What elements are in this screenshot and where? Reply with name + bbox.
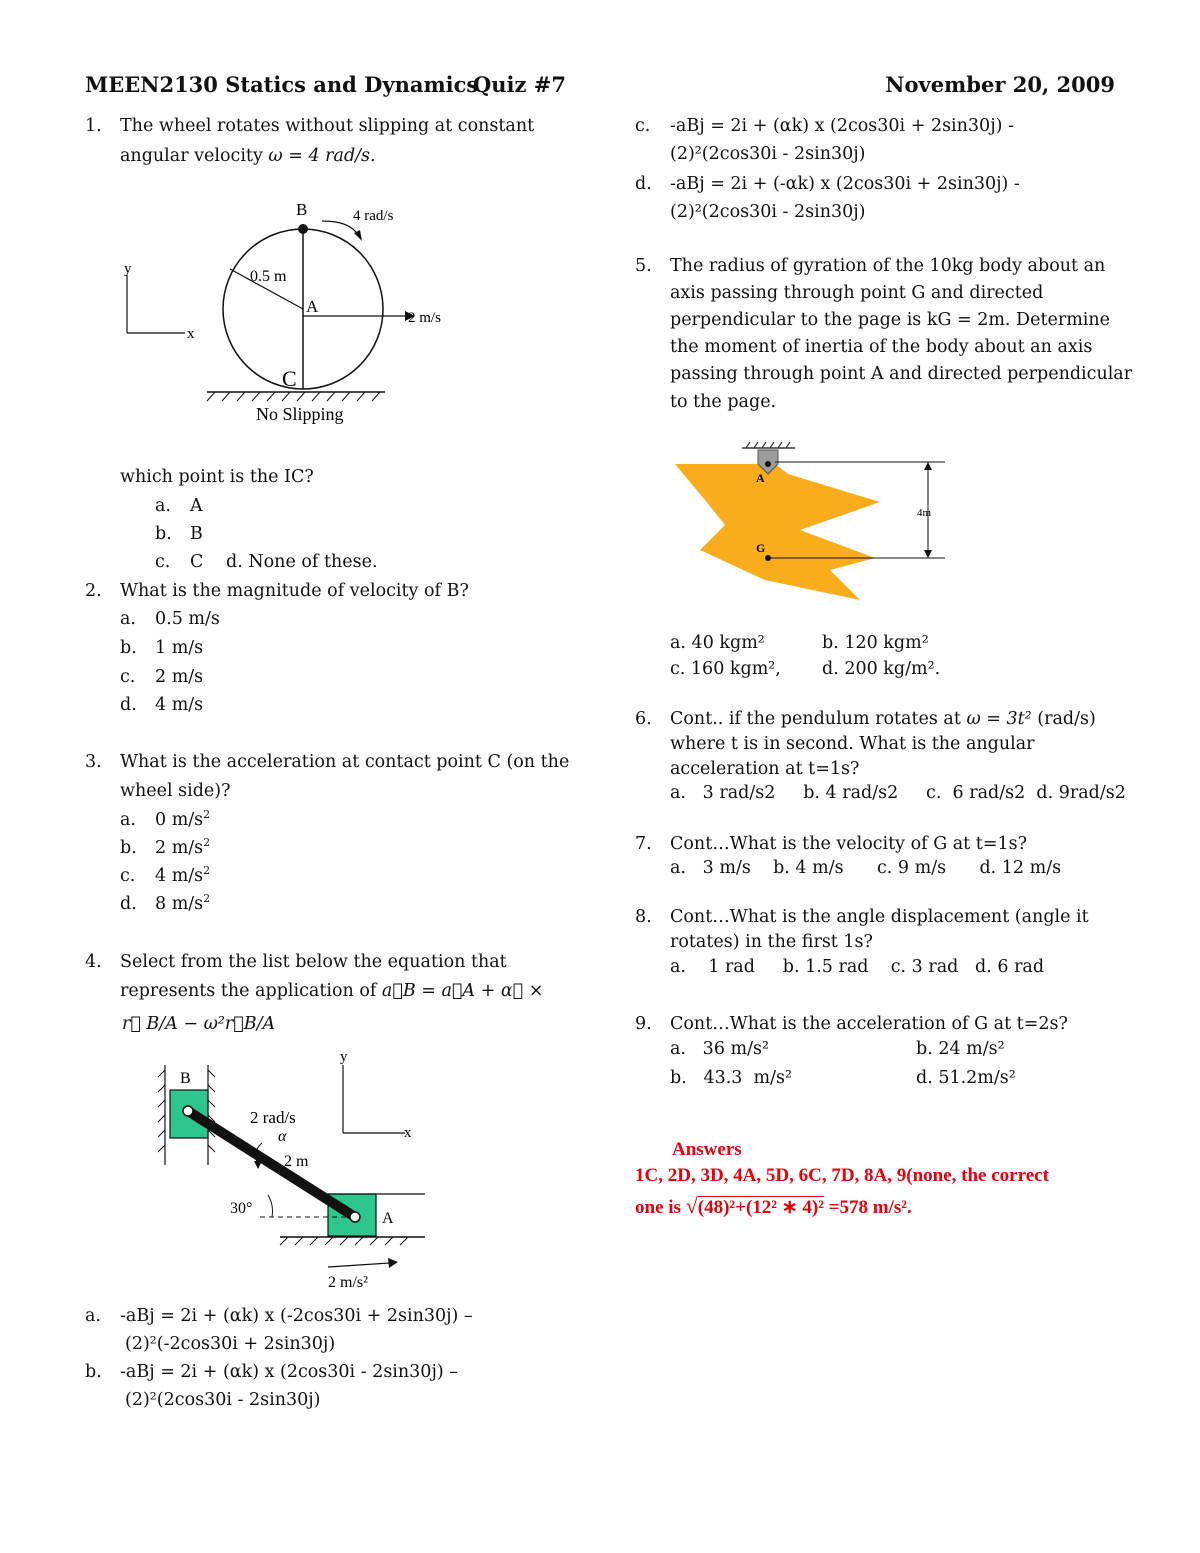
quiz-date: November 20, 2009 [885,72,1115,97]
q4-opt-d-label: d. [635,174,652,194]
q4-line2: represents the application of a⃗B = a⃗A + α⃗ × [120,981,544,1001]
q6-omega: ω = 3t² [966,709,1032,729]
q5-line6: to the page. [670,392,777,412]
q5-line4: the moment of inertia of the body about an axis [670,337,1093,357]
quiz-title: Quiz #7 [473,72,566,97]
q4-opt-d-line2: (2)²(2cos30i - 2sin30j) [670,202,866,222]
rod-label-rad: 2 rad/s [250,1108,296,1127]
q9-number: 9. [635,1014,652,1034]
q9-opt-a: a. 36 m/s² [670,1039,770,1059]
q9-opt-c: b. 43.3 m/s² [670,1068,793,1088]
answers-line2: one is √(48)²+(12² ∗ 4)² =578 m/s². [635,1193,912,1218]
q2-opt-d: 4 m/s [155,695,204,715]
q6-line1: Cont.. if the pendulum rotates at ω = 3t² (rad/s) [670,709,1096,729]
q3-opt-a: 0 $m/s^2$ [155,808,211,830]
q5-opt-d: d. 200 kg/m². [822,659,941,679]
rod-figure [150,1049,440,1291]
q1-opt-a-label: a. [155,496,171,516]
q7-text: Cont…What is the velocity of G at t=1s? [670,834,1027,854]
answers-radicand: (48)²+(12² ∗ 4)² [697,1197,824,1218]
rod-label-len: 2 m [284,1153,309,1170]
q1-opt-d: d. None of these. [226,552,378,572]
q1-opt-c: C [190,552,204,572]
rod-label-b: B [180,1070,191,1087]
q3-number: 3. [85,752,102,772]
q1-line1: The wheel rotates without slipping at constant [120,116,535,136]
q2-opt-c: 2 m/s [155,667,204,687]
wheel-axis-y: y [124,261,132,277]
q1-number: 1. [85,116,102,136]
q4-opt-c-line2: (2)²(2cos30i - 2sin30j) [670,144,866,164]
q7-number: 7. [635,834,652,854]
answers-line1: 1C, 2D, 3D, 4A, 5D, 6C, 7D, 8A, 9(none, the correct [635,1165,1049,1186]
wheel-label-radius: 0.5 m [250,268,287,285]
q4-opt-a-line2: (2)²(-2cos30i + 2sin30j) [125,1334,336,1354]
pendulum-figure [670,440,960,620]
q4-opt-c-line1: -aBj = 2i + (αk) x (2cos30i + 2sin30j) - [670,116,1014,136]
q8-options: a. 1 rad b. 1.5 rad c. 3 rad d. 6 rad [670,957,1045,977]
q7-options: a. 3 m/s b. 4 m/s c. 9 m/s d. 12 m/s [670,858,1062,878]
q9-text: Cont…What is the acceleration of G at t=2s? [670,1014,1068,1034]
rod-axis-x: x [404,1125,412,1141]
wheel-label-c: C [282,366,297,391]
q2-opt-b: 1 m/s [155,638,204,658]
q5-opt-b: b. 120 kgm² [822,633,929,653]
q4-eq2: r⃗ B/A − ω²r⃗B/A [122,1014,276,1034]
q4-opt-b-line1: -aBj = 2i + (αk) x (2cos30i - 2sin30j) – [120,1362,459,1382]
rod-label-acc: 2 m/s² [328,1274,368,1291]
q8-line2: rotates) in the first 1s? [670,932,873,952]
wheel-axis-x: x [187,326,195,342]
q5-opt-c: c. 160 kgm², [670,659,781,679]
q4-opt-b-label: b. [85,1362,102,1382]
q4-line1: Select from the list below the equation that [120,952,507,972]
q5-line1: The radius of gyration of the 10kg body about an [670,256,1106,276]
q4-opt-d-line1: -aBj = 2i + (-αk) x (2cos30i + 2sin30j) - [670,174,1020,194]
q4-eq1: a⃗B = a⃗A + α⃗ × [381,981,544,1001]
rod-label-alpha: α [278,1128,287,1145]
q1-opt-c-label: c. [155,552,171,572]
q6-line2: where t is in second. What is the angular [670,734,1035,754]
q3-line2: wheel side)? [120,781,231,801]
q2-opt-a: 0.5 m/s [155,609,220,629]
q3-opt-d: 8 $m/s^2$ [155,892,211,914]
q8-number: 8. [635,907,652,927]
q3-opt-d-label: d. [120,894,137,914]
q2-opt-c-label: c. [120,667,136,687]
q3-opt-b: 2 $m/s^2$ [155,836,211,858]
wheel-label-b: B [296,200,308,219]
q2-number: 2. [85,581,102,601]
q5-opt-a: a. 40 kgm² [670,633,765,653]
q4-opt-a-label: a. [85,1306,101,1326]
pendulum-label-a: A [756,471,765,485]
q4-opt-a-line1: -aBj = 2i + (αk) x (-2cos30i + 2sin30j) – [120,1306,473,1326]
q3-opt-b-label: b. [120,838,137,858]
q4-opt-b-line2: (2)²(2cos30i - 2sin30j) [125,1390,321,1410]
wheel-figure [110,195,441,430]
wheel-label-vel: 2 m/s [408,310,441,326]
q3-opt-a-label: a. [120,810,136,830]
page-header [85,72,1115,102]
q4-opt-c-label: c. [635,116,651,136]
q9-opt-d: d. 51.2m/s² [916,1068,1016,1088]
wheel-label-ground: No Slipping [256,404,344,424]
rod-axis-y: y [340,1049,348,1065]
q1-omega: ω = 4 rad/s. [268,146,376,166]
q1-question: which point is the IC? [120,467,314,487]
q2-opt-b-label: b. [120,638,137,658]
q2-text: What is the magnitude of velocity of B? [120,581,469,601]
rod-label-angle: 30° [230,1200,253,1217]
q6-line3: acceleration at t=1s? [670,759,860,779]
q3-opt-c: 4 $m/s^2$ [155,864,211,886]
answers-title: Answers [672,1139,742,1160]
q5-line5: passing through point A and directed perpendicular [670,364,1133,384]
q1-opt-a: A [190,496,203,516]
wheel-label-speed: 4 rad/s [353,208,394,224]
q1-opt-b-label: b. [155,524,172,544]
rod-label-a: A [382,1210,394,1227]
q4-number: 4. [85,952,102,972]
q2-opt-a-label: a. [120,609,136,629]
wheel-label-a: A [306,297,319,316]
q5-line2: axis passing through point G and directed [670,283,1044,303]
pendulum-label-dist: 4m [917,507,932,519]
pendulum-label-g: G [756,541,766,555]
q5-number: 5. [635,256,652,276]
q5-line3: perpendicular to the page is kG = 2m. Determine [670,310,1111,330]
q8-line1: Cont…What is the angle displacement (angle it [670,907,1089,927]
q3-line1: What is the acceleration at contact point C (on the [120,752,570,772]
q6-number: 6. [635,709,652,729]
q2-opt-d-label: d. [120,695,137,715]
q3-opt-c-label: c. [120,866,136,886]
q1-opt-b: B [190,524,203,544]
q1-line2: angular velocity ω = 4 rad/s. [120,146,376,166]
q6-options: a. 3 rad/s2 b. 4 rad/s2 c. 6 rad/s2 d. 9rad/s2 [670,783,1126,803]
course-title: MEEN2130 Statics and Dynamics [85,72,479,97]
q9-opt-b: b. 24 m/s² [916,1039,1005,1059]
